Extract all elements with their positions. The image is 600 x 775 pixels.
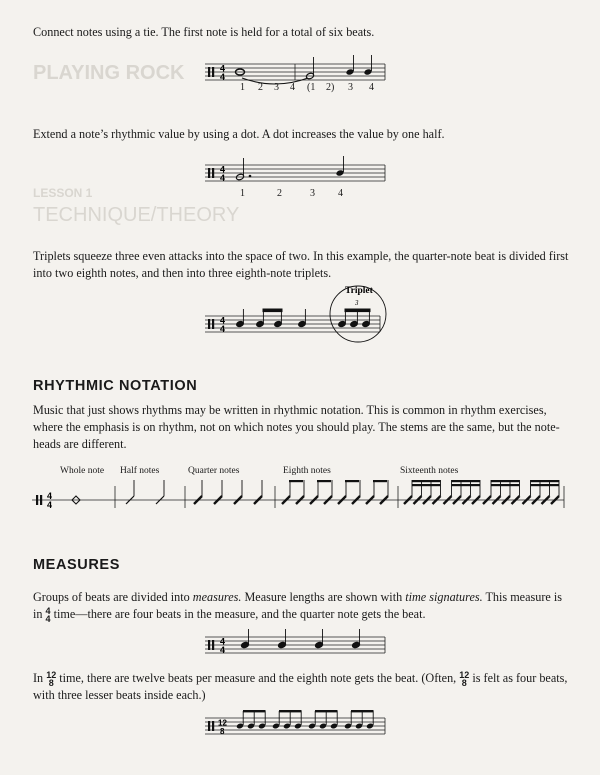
- count-label: 2: [258, 82, 263, 93]
- count-label: 3: [310, 188, 315, 199]
- triplet-number: 3: [355, 299, 359, 307]
- beam-icon: [412, 480, 441, 482]
- inline-time-signature-common: 4 4: [45, 606, 51, 625]
- beam-icon: [491, 480, 520, 482]
- measure-example-staff: [200, 627, 390, 663]
- dot-paragraph: Extend a note’s rhythmic value by using a dot. A dot increases the value by one half.: [33, 127, 445, 141]
- beam-icon: [243, 710, 266, 712]
- sixteenth-notes-label: Sixteenth notes: [400, 466, 459, 476]
- inline-time-signature-compound: 12 8: [459, 670, 470, 689]
- section-heading-rhythmic-notation: RHYTHMIC NOTATION: [33, 378, 198, 394]
- count-label: (1: [307, 82, 316, 93]
- rhythmic-notation-staff: [30, 478, 570, 518]
- beam-icon: [531, 480, 560, 482]
- count-label: 1: [240, 188, 245, 199]
- rhythmic-notation-paragraph: Music that just shows rhythms may be written in rhythmic notation. This is common in rhythm exercises, where the emphasis is on rhythm, not on which notes you should play. The stems are the same, but the note-heads are different.: [33, 403, 560, 451]
- triplets-paragraph: Triplets squeeze three even attacks into the space of two. In this example, the quarter-note beat is divided first into two eighth notes, and then into three eighth-note triplets.: [33, 249, 569, 280]
- time-signature-top: 4: [220, 636, 226, 647]
- dot-example-staff: [200, 155, 390, 195]
- inline-time-signature-compound: 12 8: [46, 670, 57, 689]
- time-signature-bottom: 8: [220, 727, 225, 736]
- dot-icon: [249, 175, 252, 178]
- beam-icon: [491, 484, 520, 486]
- time-signature-top: 4: [47, 491, 53, 501]
- time-signature-bottom: 4: [220, 72, 226, 82]
- count-label: 4: [290, 82, 295, 93]
- measures-paragraph-1: Groups of beats are divided into measures. Measure lengths are shown with time signatures. This measure is in 4 4 time—there are four beats in the measure, and the quarter note gets the beat.: [33, 590, 562, 625]
- time-signature-bottom: 4: [47, 500, 53, 510]
- beam-icon: [289, 480, 303, 482]
- beam-icon: [345, 480, 359, 482]
- measures-paragraph-2: In 12 8 time, there are twelve beats per measure and the eighth note gets the beat. (Often, 12 8 is felt as four beats, with three lesser beats inside each.): [33, 670, 568, 703]
- eighth-notes-label: Eighth notes: [283, 466, 331, 476]
- beam-icon: [279, 710, 302, 712]
- bleed-lesson: LESSON 1: [33, 186, 93, 200]
- count-label: 3: [348, 82, 353, 93]
- triplet-label: Triplet: [345, 286, 373, 296]
- beam-icon: [317, 480, 331, 482]
- beam-icon: [531, 484, 560, 486]
- time-signature-top: 4: [220, 315, 226, 326]
- tie-example-staff: [200, 54, 390, 98]
- whole-note-label: Whole note: [60, 466, 105, 476]
- beam-icon: [351, 710, 374, 712]
- count-label: 2): [326, 82, 335, 93]
- beam-icon: [373, 480, 387, 482]
- triplet-example-staff: [200, 276, 400, 344]
- beam-icon: [412, 484, 441, 486]
- half-notes-label: Half notes: [120, 466, 160, 476]
- time-signature-top: 4: [220, 164, 226, 175]
- time-signature-top: 12: [218, 718, 227, 728]
- count-label: 3: [274, 82, 279, 93]
- time-signature-bottom: 4: [220, 173, 226, 183]
- count-label: 1: [240, 82, 245, 93]
- quarter-notes-label: Quarter notes: [188, 466, 240, 476]
- beam-icon: [345, 309, 370, 312]
- beam-icon: [452, 484, 481, 486]
- time-signature-bottom: 4: [220, 645, 226, 655]
- bleed-technique: TECHNIQUE/THEORY: [33, 204, 240, 226]
- compound-measure-staff: [200, 708, 390, 744]
- beam-icon: [452, 480, 481, 482]
- count-label: 2: [277, 188, 282, 199]
- count-label: 4: [369, 82, 374, 93]
- tie-paragraph: Connect notes using a tie. The first note is held for a total of six beats.: [33, 25, 375, 39]
- bleed-title: PLAYING ROCK: [33, 62, 185, 84]
- section-heading-measures: MEASURES: [33, 557, 120, 573]
- time-signature-top: 4: [220, 63, 226, 74]
- count-label: 4: [338, 188, 343, 199]
- beam-icon: [315, 710, 338, 712]
- time-signature-bottom: 4: [220, 324, 226, 334]
- beam-icon: [263, 309, 282, 312]
